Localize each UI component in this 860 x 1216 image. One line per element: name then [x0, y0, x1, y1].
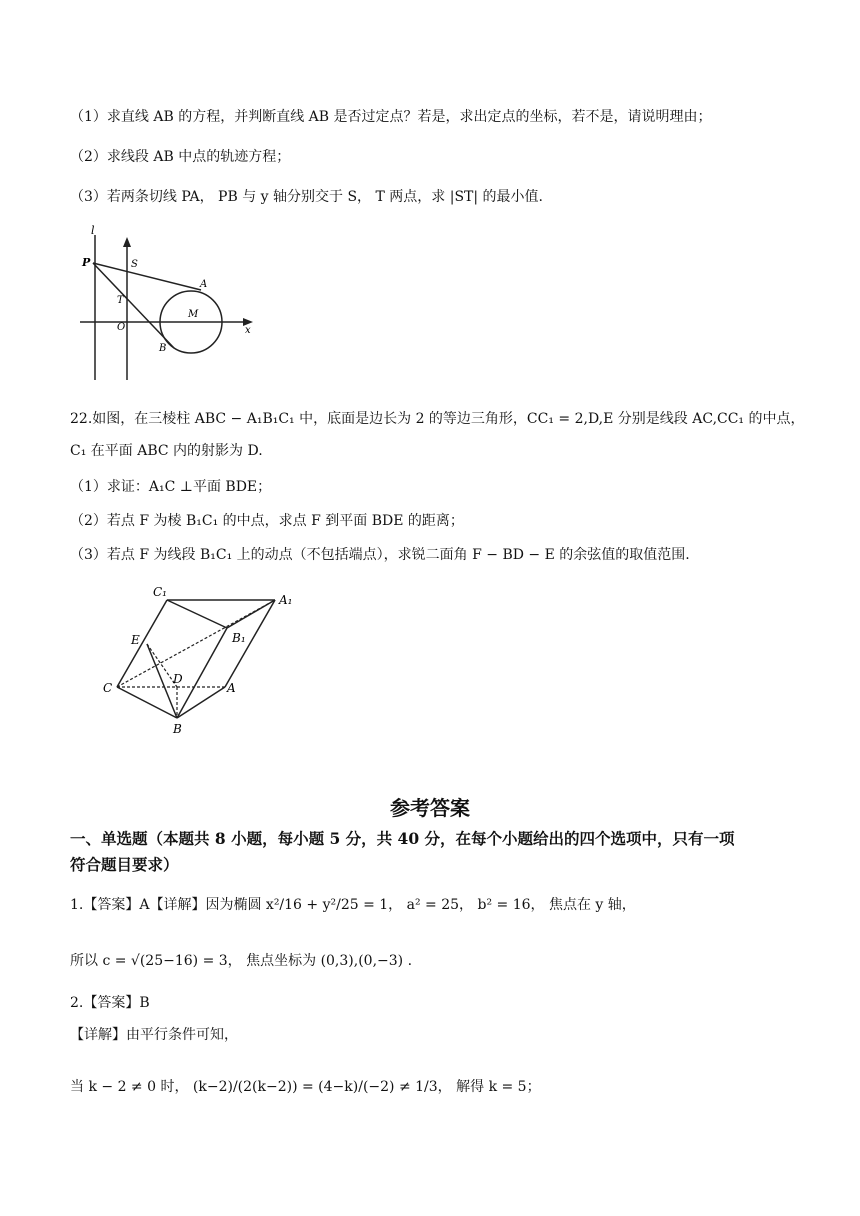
- prism-figure: [95, 580, 310, 740]
- svg-text:P: P: [82, 256, 91, 269]
- answer-2-detail: 【详解】由平行条件可知，: [70, 1027, 238, 1043]
- p22-q1: （1）求证：A₁C ⊥平面 BDE；: [70, 479, 272, 495]
- svg-text:D: D: [173, 672, 183, 686]
- p22-stem-a: 22.如图，在三棱柱 ABC − A₁B₁C₁ 中，底面是边长为 2 的等边三角形，CC₁ = 2,D,E 分别是线段 AC,CC₁ 的中点，: [70, 411, 805, 427]
- answers-title: 参考答案: [390, 796, 470, 820]
- answer-1-line1: 1.【答案】A【详解】因为椭圆 x²/16 + y²/25 = 1， a² = 25， b² = 16， 焦点在 y 轴，: [70, 897, 636, 913]
- p22-q3: （3）若点 F 为线段 B₁C₁ 上的动点（不包括端点），求锐二面角 F − BD − E 的余弦值的取值范围.: [70, 547, 690, 563]
- svg-text:C: C: [103, 681, 113, 695]
- p21-q3: （3）若两条切线 PA， PB 与 y 轴分别交于 S， T 两点，求 |ST| 的最小值.: [70, 189, 544, 205]
- p21-q2: （2）求线段 AB 中点的轨迹方程；: [70, 149, 291, 165]
- svg-text:l: l: [91, 225, 95, 237]
- answer-1-line2: 所以 c = √(25−16) = 3， 焦点坐标为 (0,3),(0,−3) .: [70, 953, 413, 969]
- answer-2-head: 2.【答案】B: [70, 995, 150, 1011]
- svg-text:C₁: C₁: [153, 585, 167, 599]
- svg-text:A: A: [227, 681, 236, 695]
- svg-text:M: M: [188, 309, 199, 320]
- tangent-circle-figure: [75, 225, 265, 385]
- svg-text:B: B: [159, 343, 167, 354]
- svg-text:A₁: A₁: [279, 593, 293, 607]
- svg-text:x: x: [245, 325, 251, 336]
- svg-text:A: A: [200, 279, 208, 290]
- answer-2-equation: 当 k − 2 ≠ 0 时， (k−2)/(2(k−2)) = (4−k)/(−2) ≠ 1/3， 解得 k = 5；: [70, 1079, 541, 1095]
- p22-q2: （2）若点 F 为棱 B₁C₁ 的中点，求点 F 到平面 BDE 的距离；: [70, 513, 464, 529]
- p22-stem-b: C₁ 在平面 ABC 内的射影为 D.: [70, 443, 263, 459]
- p21-q1: （1）求直线 AB 的方程，并判断直线 AB 是否过定点？若是，求出定点的坐标，若不是，请说明理由；: [70, 109, 712, 125]
- svg-text:T: T: [117, 295, 124, 306]
- svg-text:B: B: [173, 722, 182, 736]
- section-heading: 一、单选题（本题共 8 小题，每小题 5 分，共 40 分，在每个小题给出的四个选项中，只有一项 符合题目要求）: [70, 829, 735, 874]
- svg-text:E: E: [131, 633, 140, 647]
- svg-text:B₁: B₁: [232, 631, 246, 645]
- svg-text:S: S: [131, 259, 138, 270]
- svg-text:O: O: [117, 322, 126, 333]
